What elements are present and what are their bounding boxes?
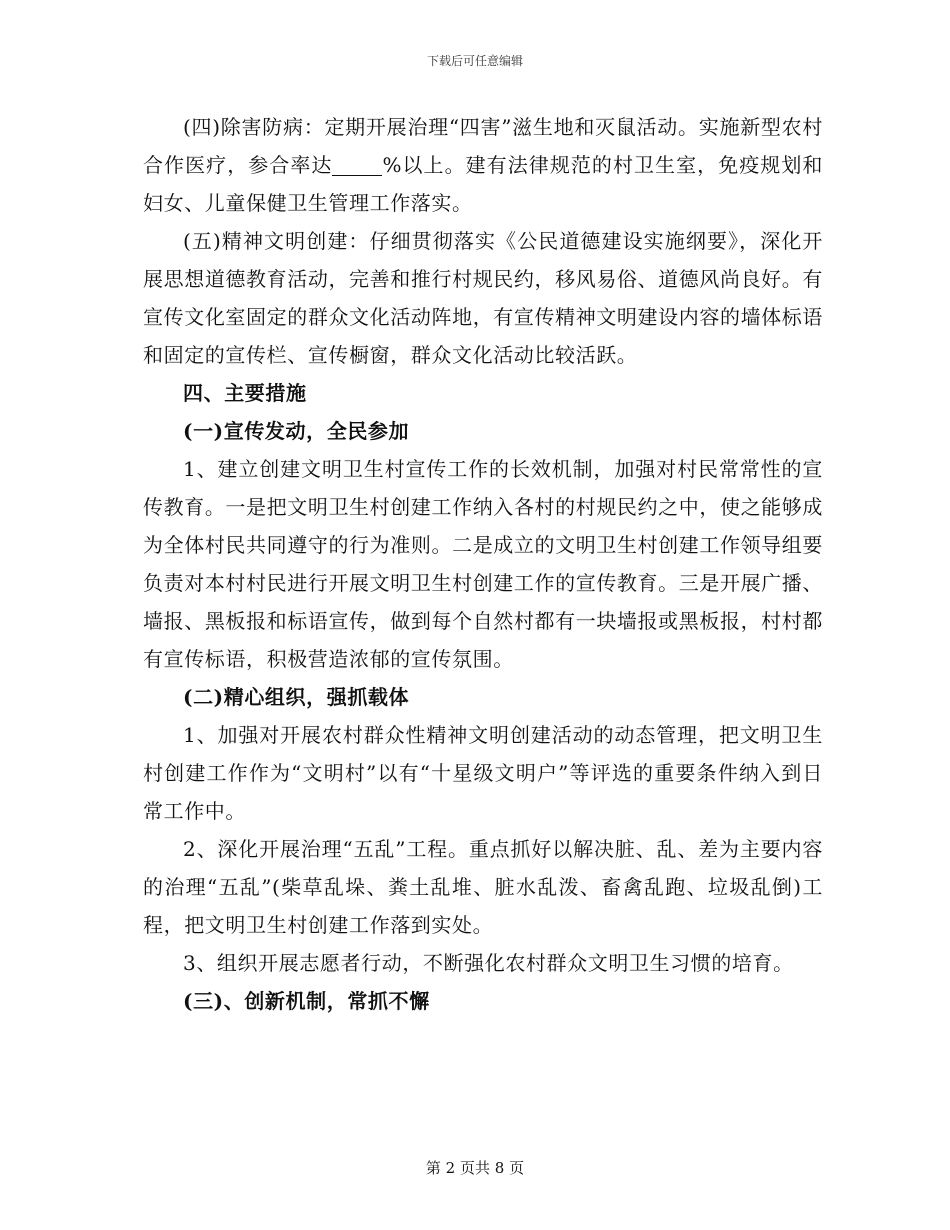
paragraph-dynamic-management: 1、加强对开展农村群众性精神文明创建活动的动态管理，把文明卫生村创建工作作为“文明村”以有“十星级文明户”等评选的重要条件纳入到日常工作中。 (143, 723, 823, 823)
fill-in-blank (332, 155, 382, 176)
paragraph-text: (四)除害防病：定期开展治理“四害”滋生地和灭鼠活动。实施新型农村合作医疗，参合率达 (143, 115, 823, 177)
paragraph-disease-prevention (143, 108, 823, 222)
paragraph-five-chaos: 2、深化开展治理“五乱”工程。重点抓好以解决脏、乱、差为主要内容的治理“五乱”(柴草乱垛、粪土乱堆、脏水乱泼、畜禽乱跑、垃圾乱倒)工程，把文明卫生村创建工作落到实处。 (143, 837, 823, 937)
document-body (143, 108, 823, 1020)
paragraph-publicity-mechanism: 1、建立创建文明卫生村宣传工作的长效机制，加强对村民常常性的宣传教育。一是把文明卫生村创建工作纳入各村的村规民约之中，使之能够成为全体村民共同遵守的行为准则。二是成立的文明卫生村创建工作领导组要负责对本村村民进行开展文明卫生村创建工作的宣传教育。三是开展广播、墙报、黑板报和标语宣传，做到每个自然村都有一块墙报或黑板报，村村都有宣传标语，积极营造浓郁的宣传氛围。 (143, 457, 823, 671)
page-footer: 第 2 页共 8 页 (425, 1159, 525, 1177)
paragraph-volunteers: 3、组织开展志愿者行动，不断强化农村群众文明卫生习惯的培育。 (183, 951, 794, 975)
subheading-publicity: (一)宣传发动，全民参加 (183, 419, 410, 443)
paragraph-text: %以上。建有法律规范的村卫生室，免疫规划和妇女、儿童保健卫生管理工作落实。 (143, 153, 823, 215)
subheading-innovation: (三)、创新机制，常抓不懈 (183, 989, 430, 1013)
paragraph-spiritual-civilization: (五)精神文明创建：仔细贯彻落实《公民道德建设实施纲要》，深化开展思想道德教育活动，完善和推行村规民约，移风易俗、道德风尚良好。有宣传文化室固定的群众文化活动阵地，有宣传精神文明建设内容的墙体标语和固定的宣传栏、宣传橱窗，群众文化活动比较活跃。 (143, 229, 823, 367)
page-header: 下载后可任意编辑 (426, 54, 523, 68)
subheading-organization: (二)精心组织，强抓载体 (183, 685, 410, 709)
section-heading-main-measures: 四、主要措施 (183, 381, 307, 405)
